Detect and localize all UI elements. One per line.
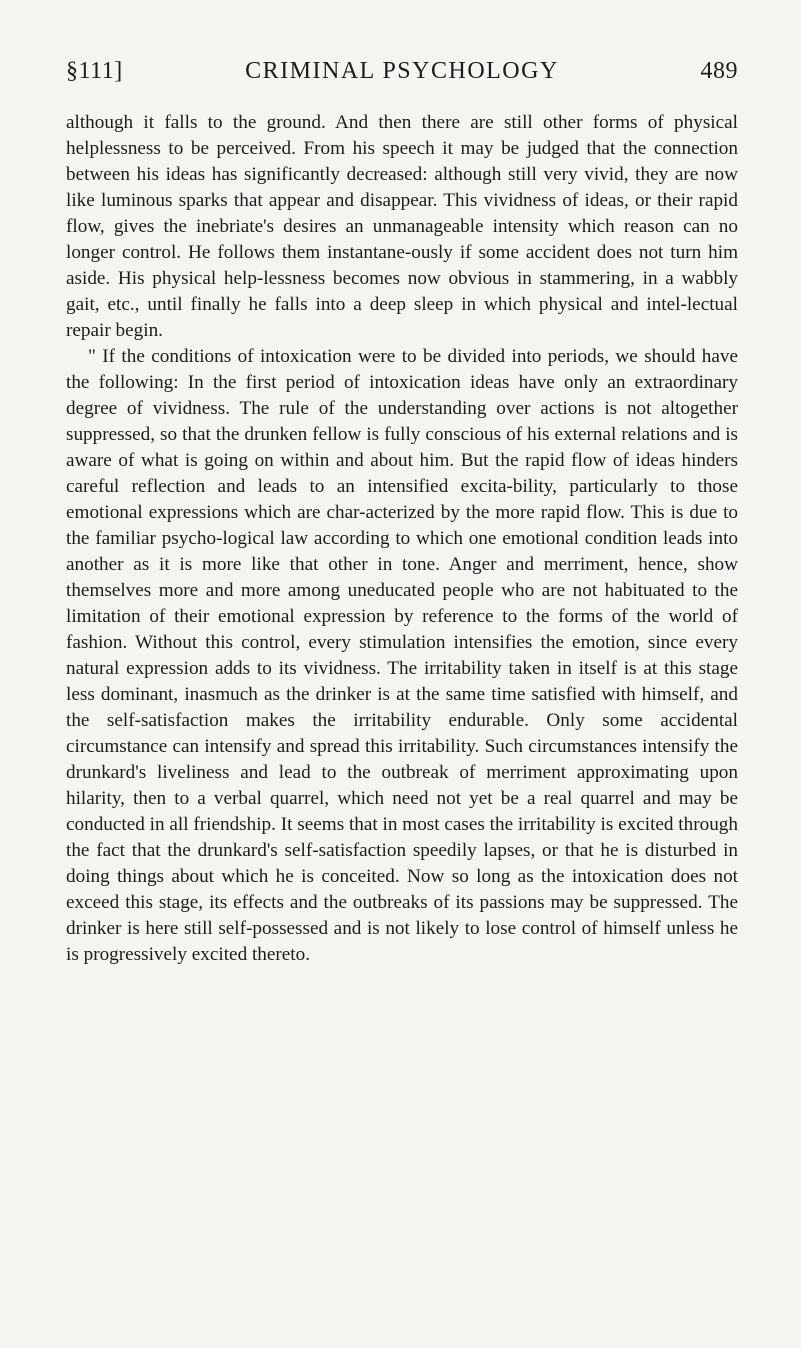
section-number: §111]	[66, 58, 123, 84]
page-number: 489	[700, 58, 738, 84]
paragraph-continued: although it falls to the ground. And then there are still other forms of physical helplessness to be perceived. From his speech it may be judged that the connection between his ideas has significantly decreased: although still very vivid, they are now like luminous sparks that appear and disappear. This vividness of ideas, or their rapid flow, gives the inebriate's desires an unmanageable intensity which reason can no longer control. He follows them instantane-ously if some accident does not turn him aside. His physical help-lessness becomes now obvious in stammering, in a wabbly gait, etc., until finally he falls into a deep sleep in which physical and intel-lectual repair begin.	[66, 112, 738, 341]
body-text	[66, 110, 738, 968]
page-title: CRIMINAL PSYCHOLOGY	[245, 58, 559, 84]
running-head	[66, 58, 738, 96]
book-page	[66, 58, 738, 968]
paragraph-quotation: " If the conditions of intoxication were to be divided into periods, we should have the following: In the first period of intoxication ideas have only an extraordinary degree of vividness. The rule of the understanding over actions is not altogether suppressed, so that the drunken fellow is fully conscious of his external relations and is aware of what is going on within and about him. But the rapid flow of ideas hinders careful reflection and leads to an intensified excita-bility, particularly to those emotional expressions which are char-acterized by the more rapid flow. This is due to the familiar psycho-logical law according to which one emotional condition leads into another as it is more like that other in tone. Anger and merriment, hence, show themselves more and more among uneducated people who are not habituated to the limitation of their emotional expression by reference to the forms of the world of fashion. Without this control, every stimulation intensifies the emotion, since every natural expression adds to its vividness. The irritability taken in itself is at this stage less dominant, inasmuch as the drinker is at the same time satisfied with himself, and the self-satisfaction makes the irritability endurable. Only some accidental circumstance can intensify and spread this irritability. Such circumstances intensify the drunkard's liveliness and lead to the outbreak of merriment approximating upon hilarity, then to a verbal quarrel, which need not yet be a real quarrel and may be conducted in all friendship. It seems that in most cases the irritability is excited through the fact that the drunkard's self-satisfaction speedily lapses, or that he is disturbed in doing things about which he is conceited. Now so long as the intoxication does not exceed this stage, its effects and the outbreaks of its passions may be suppressed. The drinker is here still self-possessed and is not likely to lose control of himself unless he is progressively excited thereto.	[66, 346, 738, 965]
